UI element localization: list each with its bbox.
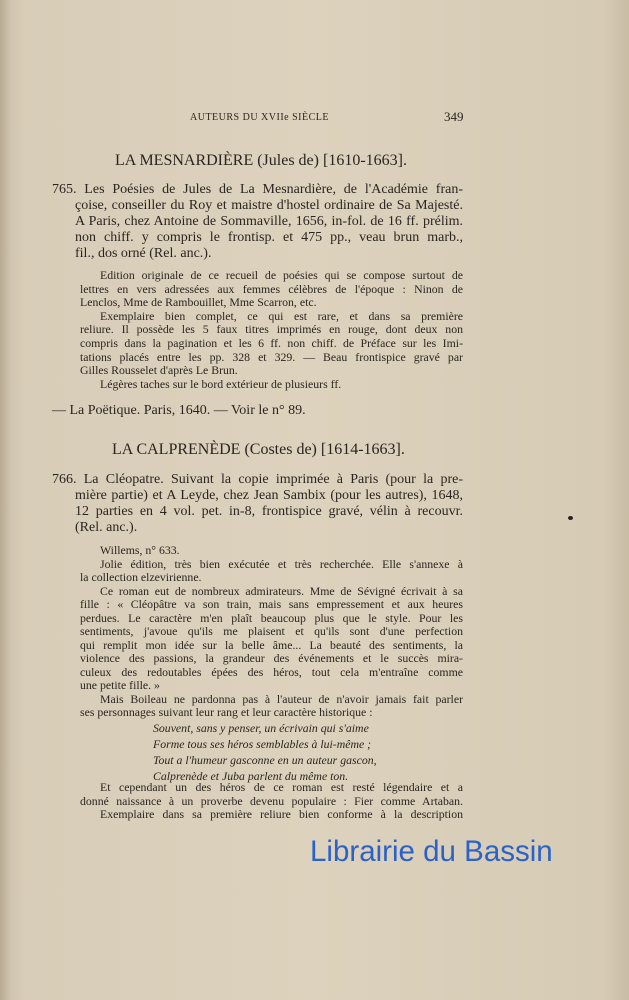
running-title: AUTEURS DU XVIIe SIÈCLE	[190, 112, 329, 123]
watermark-logo: Librairie du Bassin	[310, 835, 553, 868]
text-line: Mais Boileau ne pardonna pas à l'auteur de n'avoir jamais fait parler	[100, 691, 463, 706]
text-line: lettres en vers adressées aux femmes célèbres de l'époque : Ninon de	[80, 281, 463, 296]
text-line: une petite fille. »	[80, 678, 160, 692]
text-line: (Rel. anc.).	[75, 520, 138, 535]
text-line: Exemplaire bien complet, ce qui est rare, et dans sa première	[100, 308, 463, 323]
text-line: Jolie édition, très bien exécutée et très recherchée. Elle s'annexe à	[100, 556, 463, 571]
text-line: violence des passions, la grandeur des événements et le succès mira-	[80, 651, 463, 665]
text-line: la collection elzevirienne.	[80, 570, 202, 584]
text-line: tations placés entre les pp. 328 et 329. — Beau frontispice gravé par	[80, 349, 463, 364]
text-line: Ce roman eut de nombreux admirateurs. Mme de Sévigné écrivait à sa	[100, 583, 463, 598]
text-line: Edition originale de ce recueil de poésies qui se compose surtout de	[100, 268, 463, 282]
page-number: 349	[444, 109, 464, 124]
text-line: qui remplit mon idée sur la belle âme... La beauté des sentiments, la	[80, 637, 463, 652]
text-line: Tout a l'humeur gasconne en un auteur gascon,	[153, 753, 377, 767]
text-line: non chiff. y compris le frontisp. et 475 pp., veau brun marb.,	[75, 230, 463, 245]
text-line: A Paris, chez Antoine de Sommaville, 1656, in-fol. de 16 ff. prélim.	[75, 214, 463, 229]
text-line: Gilles Rousselet d'après Le Brun.	[80, 363, 238, 378]
text-line: Et cependant un des héros de ce roman est resté légendaire et a	[100, 780, 463, 794]
text-line: perdues. Le caractère m'en plaît beaucoup plus que le style. Pour les	[80, 610, 463, 625]
text-line: ses personnages suivant leur rang et leur caractère historique :	[80, 705, 373, 719]
ink-spot	[568, 516, 573, 520]
see-also-poetique: — La Poëtique. Paris, 1640. — Voir le n° 89.	[52, 403, 306, 418]
text-line: reliure. Il possède les 5 faux titres imprimés en rouge, dont deux non	[80, 322, 463, 337]
text-line: donné naissance à un proverbe devenu populaire : Fier comme Artaban.	[80, 793, 463, 808]
text-line: çoise, conseiller du Roy et maistre d'hostel ordinaire de Sa Majesté.	[75, 198, 463, 213]
text-line: 765. Les Poésies de Jules de La Mesnardière, de l'Académie fran-	[52, 182, 463, 197]
text-line: culeux des redoutables épées des héros, tout cela m'entraîne comme	[80, 664, 463, 679]
text-line: Souvent, sans y penser, un écrivain qui s'aime	[153, 721, 369, 735]
section-title-calprenede: LA CALPRENÈDE (Costes de) [1614-1663].	[112, 441, 405, 458]
text-line: compris dans la pagination et les 6 ff. non chiff. de Préface sur les Imi-	[80, 336, 463, 350]
section-title-mesnardiere: LA MESNARDIÈRE (Jules de) [1610-1663].	[115, 152, 407, 169]
text-line: Exemplaire dans sa première reliure bien conforme à la description	[100, 807, 463, 821]
text-line: fil., dos orné (Rel. anc.).	[75, 246, 212, 261]
text-line: Forme tous ses héros semblables à lui-même ;	[153, 737, 372, 751]
text-line: Calprenède et Juba parlent du même ton.	[153, 769, 349, 783]
text-line: mière partie) et A Leyde, chez Jean Sambix (pour les autres), 1648,	[75, 488, 463, 503]
text-line: 766. La Cléopatre. Suivant la copie imprimée à Paris (pour la pre-	[52, 472, 463, 487]
text-line: Willems, n° 633.	[100, 543, 180, 557]
text-line: Lenclos, Mme de Rambouillet, Mme Scarron, etc.	[80, 295, 317, 310]
text-line: fille : « Cléopâtre va son train, mais sans empressement et aux heures	[80, 597, 463, 611]
text-line: Légères taches sur le bord extérieur de plusieurs ff.	[100, 376, 342, 391]
text-line: sentiments, j'avoue qu'ils me plaisent et qu'ils sont d'une perfection	[80, 624, 463, 638]
page-edge-shadow	[0, 0, 12, 1000]
text-line: 12 parties en 4 vol. pet. in-8, frontispice gravé, vélin à recouvr.	[75, 504, 463, 519]
